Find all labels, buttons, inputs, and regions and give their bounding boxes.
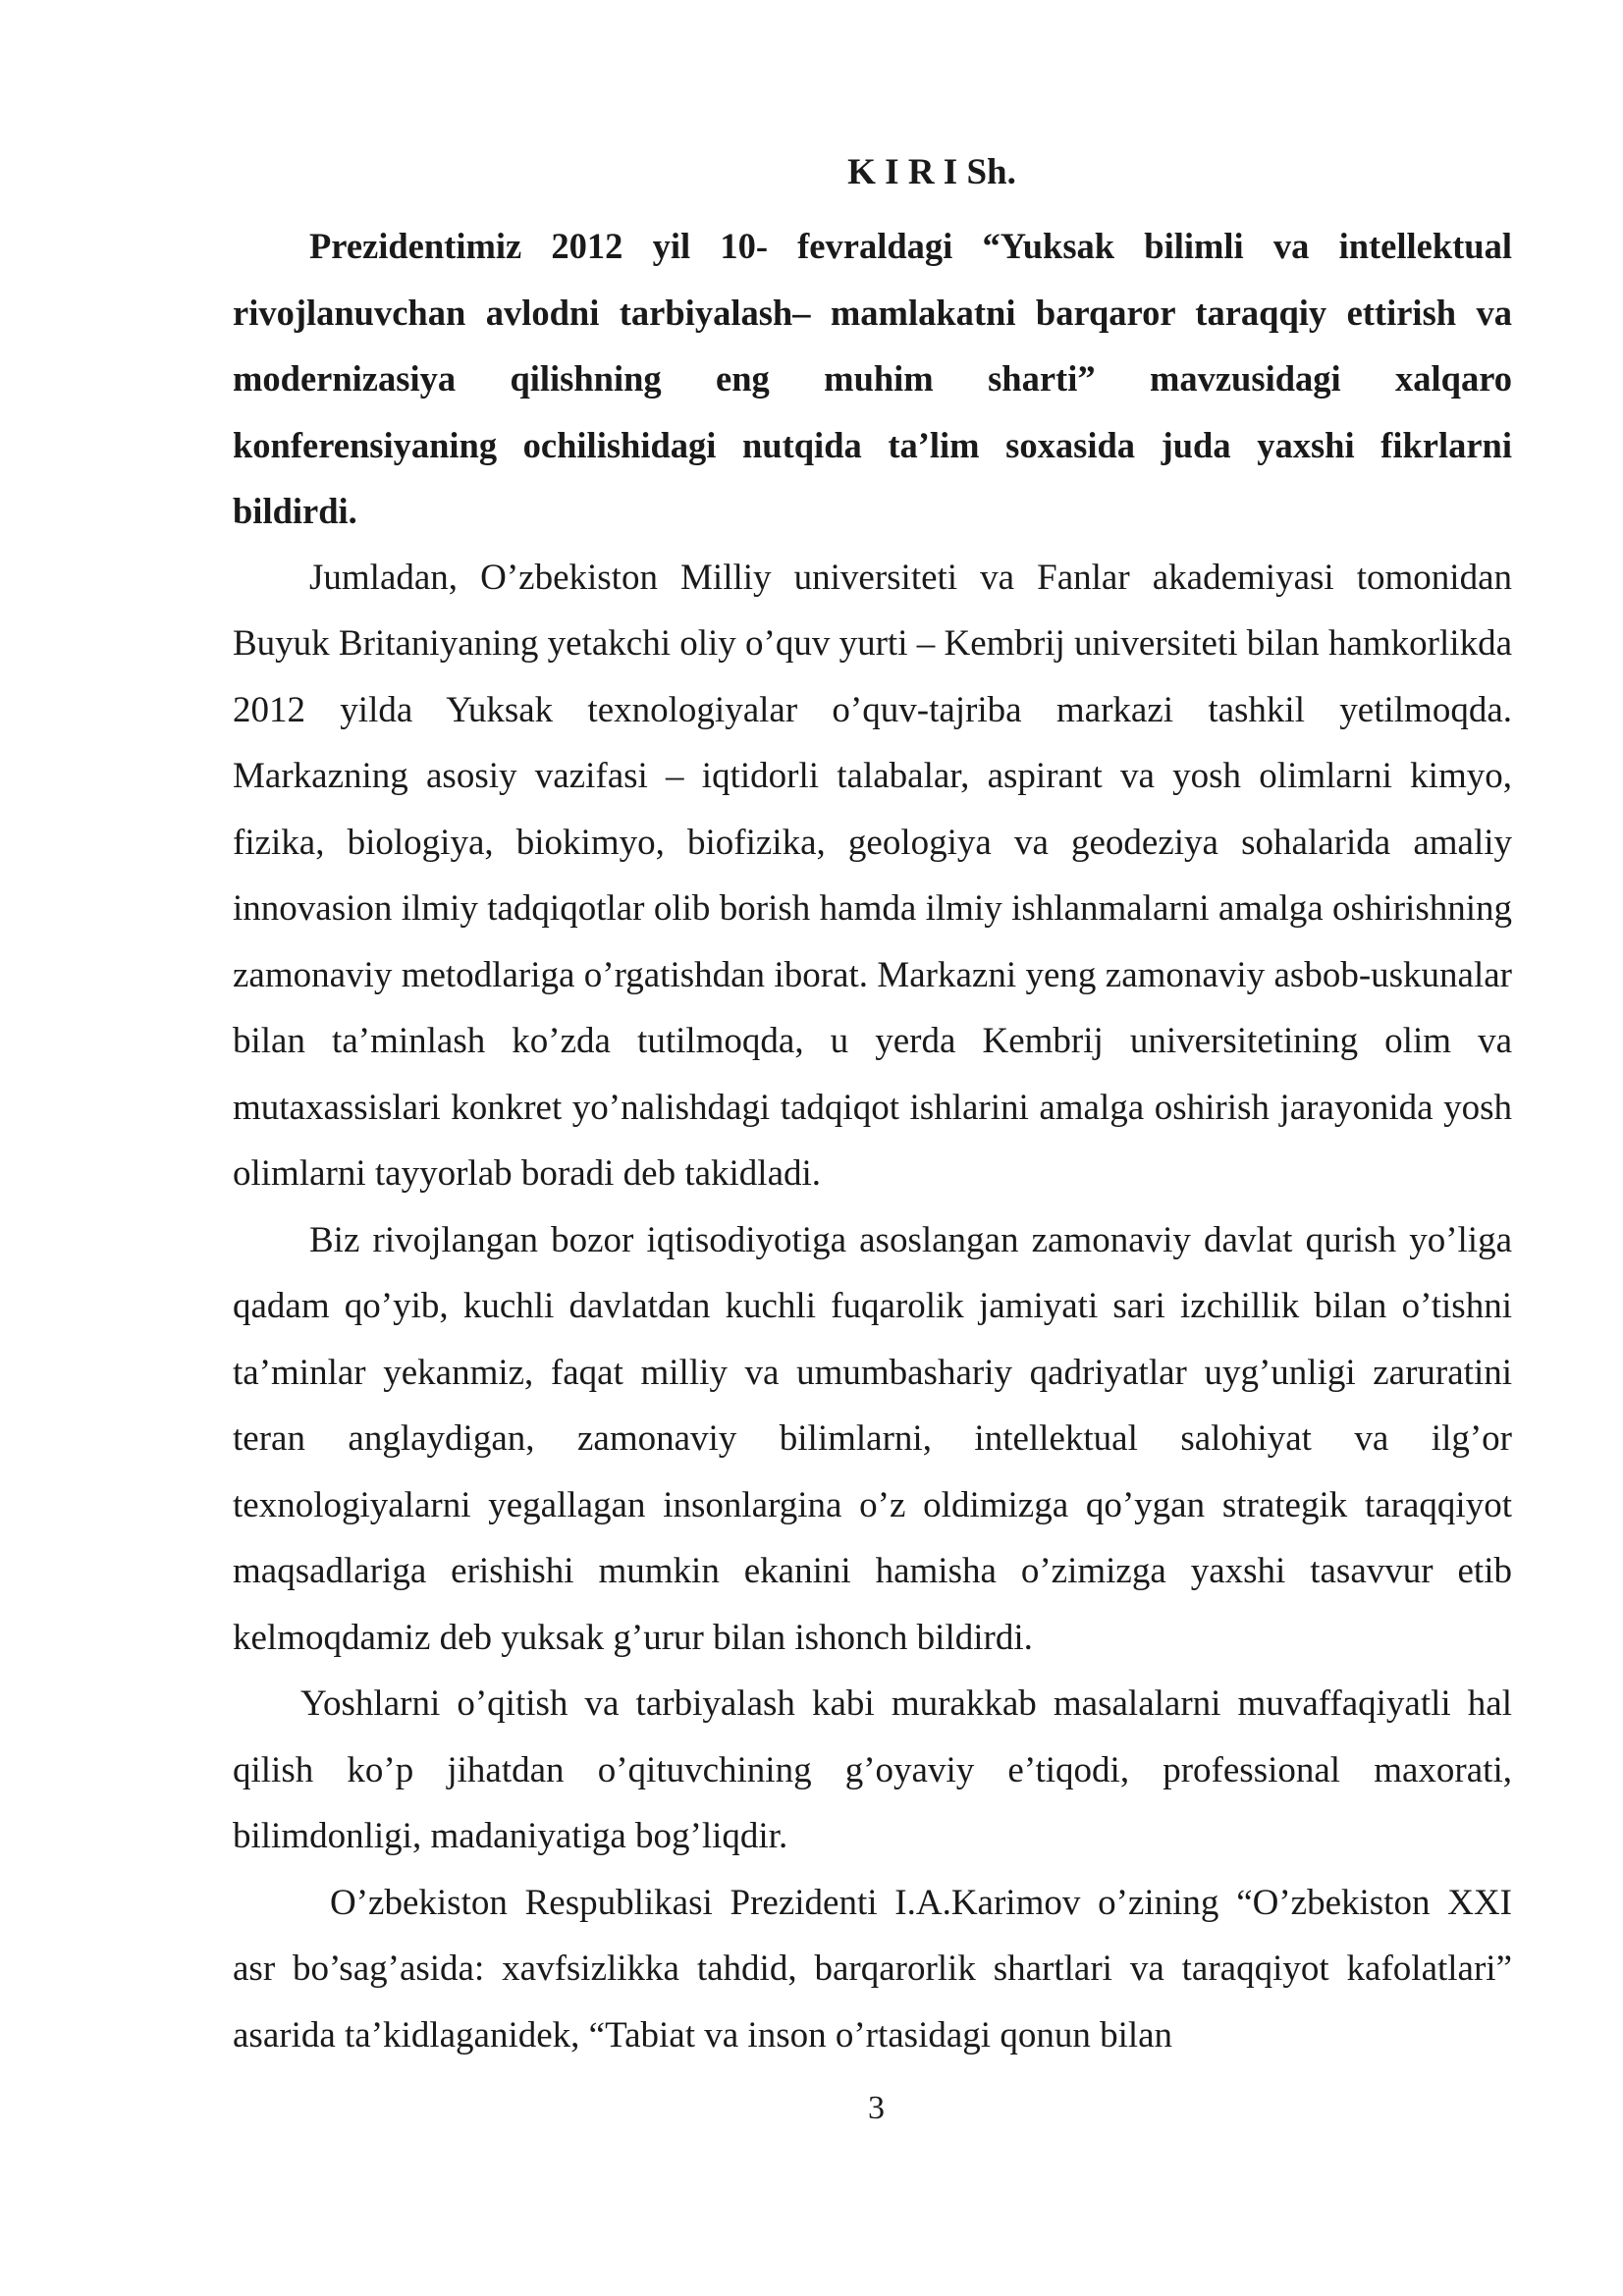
paragraph-karimov-quote: O’zbekiston Respublikasi Prezidenti I.A.Karimov o’zining “O’zbekiston XXI asr bo’sag’asida: xavfsizlikka tahdid, barqarorlik shartlari va taraqqiyot kafolatlari” asarida ta’kidlaganidek, “Tabiat va inson o’rtasidagi qonun bilan (233, 1882, 1512, 2056)
section-heading: K I R I Sh. (847, 152, 1016, 192)
paragraph-intro: Prezidentimiz 2012 yil 10- fevraldagi “Yuksak bilimli va intellektual rivojlanuvchan avlodni tarbiyalash– mamlakatni barqaror taraqqiy ettirish va modernizasiya qilishning eng muhim sharti” mavzusidagi xalqaro konferensiyaning ochilishidagi nutqida ta’lim soxasida juda yaxshi fikrlarni bildirdi. (233, 226, 1512, 531)
paragraph-market-economy: Biz rivojlangan bozor iqtisodiyotiga asoslangan zamonaviy davlat qurish yo’liga qadam qo’yib, kuchli davlatdan kuchli fuqarolik jamiyati sari izchillik bilan o’tishni ta’minlar yekanmiz, faqat milliy va umumbashariy qadriyatlar uyg’unligi zaruratini teran anglaydigan, zamonaviy bilimlarni, intellektual salohiyat va ilg’or texnologiyalarni yegallagan insonlargina o’z oldimizga qo’ygan strategik taraqqiyot maqsadlariga erishishi mumkin ekanini hamisha o’zimizga yaxshi tasavvur etib kelmoqdamiz deb yuksak g’urur bilan ishonch bildirdi. (233, 1219, 1512, 1658)
body-text (233, 147, 1512, 2068)
page-number: 3 (868, 2090, 885, 2126)
paragraph-youth-education: Yoshlarni o’qitish va tarbiyalash kabi murakkab masalalarni muvaffaqiyatli hal qilish ko’p jihatdan o’qituvchining g’oyaviy e’tiqodi, professional maxorati, bilimdonligi, madaniyatiga bog’liqdir. (233, 1683, 1512, 1856)
heading-spacer (233, 147, 1512, 213)
paragraph-university-center: Jumladan, O’zbekiston Milliy universiteti va Fanlar akademiyasi tomonidan Buyuk Britaniyaning yetakchi oliy o’quv yurti – Kembrij universiteti bilan hamkorlikda 2012 yilda Yuksak texnologiyalar o’quv-tajriba markazi tashkil yetilmoqda. Markazning asosiy vazifasi – iqtidorli talabalar, aspirant va yosh olimlarni kimyo, fizika, biologiya, biokimyo, biofizika, geologiya va geodeziya sohalarida amaliy innovasion ilmiy tadqiqotlar olib borish hamda ilmiy ishlanmalarni amalga oshirishning zamonaviy metodlariga o’rgatishdan iborat. Markazni yeng zamonaviy asbob-uskunalar bilan ta’minlash ko’zda tutilmoqda, u yerda Kembrij universitetining olim va mutaxassislari konkret yo’nalishdagi tadqiqot ishlarini amalga oshirish jarayonida yosh olimlarni tayyorlab boradi deb takidladi. (233, 557, 1512, 1194)
